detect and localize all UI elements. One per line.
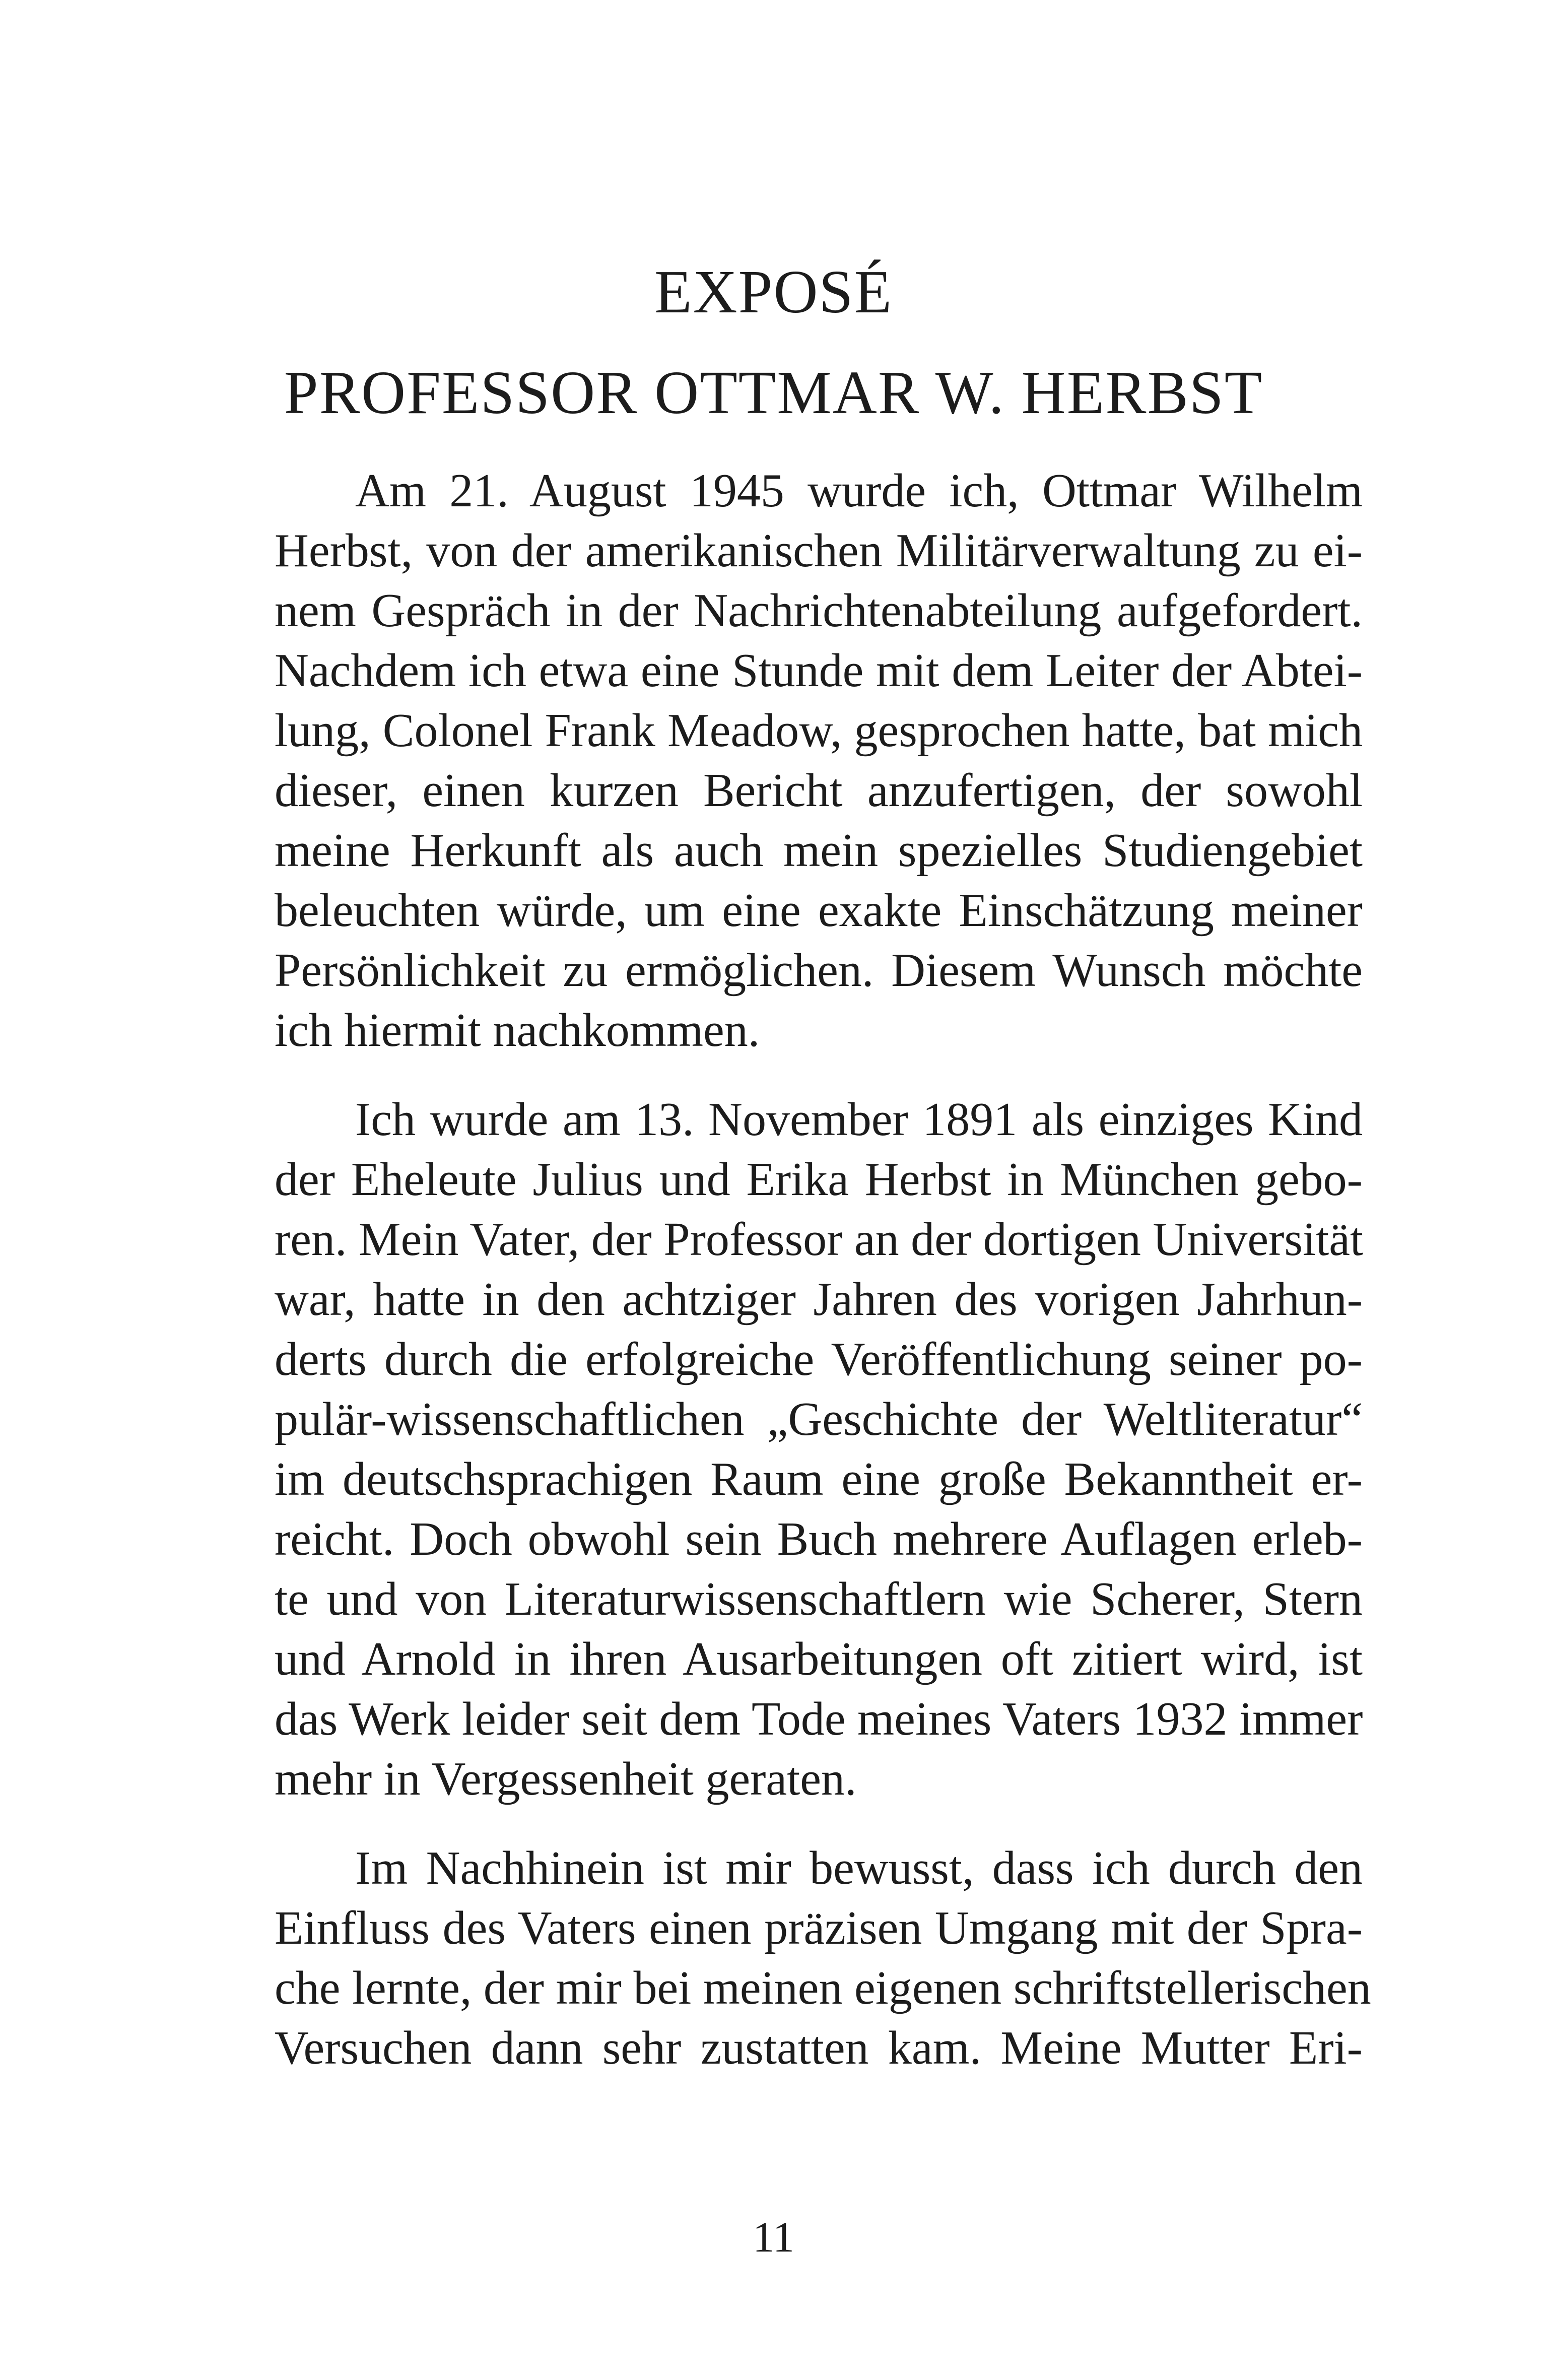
text-line: meine Herkunft als auch mein spezielles Studiengebiet bbox=[275, 824, 1363, 877]
chapter-title-line-1: EXPOSÉ bbox=[654, 258, 893, 326]
text-line: Versuchen dann sehr zustatten kam. Meine Mutter Eri- bbox=[275, 2022, 1363, 2074]
paragraph bbox=[275, 1838, 1371, 2078]
paragraph bbox=[275, 461, 1363, 1061]
text-line: im deutschsprachigen Raum eine große Bekanntheit er- bbox=[275, 1453, 1363, 1505]
text-line: war, hatte in den achtziger Jahren des vorigen Jahrhun- bbox=[275, 1273, 1363, 1326]
text-line: der Eheleute Julius und Erika Herbst in München gebo- bbox=[275, 1153, 1363, 1206]
text-line: Ich wurde am 13. November 1891 als einziges Kind bbox=[355, 1093, 1363, 1146]
page-number: 11 bbox=[753, 2213, 794, 2261]
text-line: mehr in Vergessenheit geraten. bbox=[275, 1753, 857, 1805]
text-line: che lernte, der mir bei meinen eigenen schriftstellerischen bbox=[275, 1962, 1371, 2014]
text-line: ren. Mein Vater, der Professor an der dortigen Universität bbox=[275, 1213, 1364, 1266]
text-line: das Werk leider seit dem Tode meines Vaters 1932 immer bbox=[275, 1693, 1363, 1745]
text-line: Persönlichkeit zu ermöglichen. Diesem Wunsch möchte bbox=[275, 944, 1363, 997]
text-line: beleuchten würde, um eine exakte Einschätzung meiner bbox=[275, 884, 1363, 937]
text-line: Im Nachhinein ist mir bewusst, dass ich durch den bbox=[355, 1842, 1363, 1894]
text-line: pulär-wissenschaftlichen „Geschichte der Weltliteratur“ bbox=[275, 1393, 1363, 1445]
text-line: ich hiermit nachkommen. bbox=[275, 1004, 760, 1056]
text-line: Am 21. August 1945 wurde ich, Ottmar Wilhelm bbox=[355, 465, 1363, 517]
paragraph bbox=[275, 1090, 1363, 1809]
text-line: Einfluss des Vaters einen präzisen Umgang mit der Spra- bbox=[275, 1902, 1363, 1954]
body-text bbox=[275, 461, 1371, 2078]
text-line: nem Gespräch in der Nachrichtenabteilung aufgefordert. bbox=[275, 584, 1363, 637]
text-line: Nachdem ich etwa eine Stunde mit dem Leiter der Abtei- bbox=[275, 644, 1363, 697]
text-line: te und von Literaturwissenschaftlern wie Scherer, Stern bbox=[275, 1573, 1363, 1625]
text-line: derts durch die erfolgreiche Veröffentlichung seiner po- bbox=[275, 1333, 1363, 1385]
chapter-title bbox=[0, 242, 1547, 443]
text-line: dieser, einen kurzen Bericht anzufertigen, der sowohl bbox=[275, 764, 1363, 817]
text-line: lung, Colonel Frank Meadow, gesprochen hatte, bat mich bbox=[275, 704, 1363, 757]
text-line: und Arnold in ihren Ausarbeitungen oft zitiert wird, ist bbox=[275, 1633, 1363, 1685]
chapter-title-line-2: PROFESSOR OTTMAR W. HERBST bbox=[284, 359, 1263, 427]
text-line: Herbst, von der amerikanischen Militärverwaltung zu ei- bbox=[275, 524, 1363, 577]
text-line: reicht. Doch obwohl sein Buch mehrere Auflagen erleb- bbox=[275, 1513, 1363, 1565]
